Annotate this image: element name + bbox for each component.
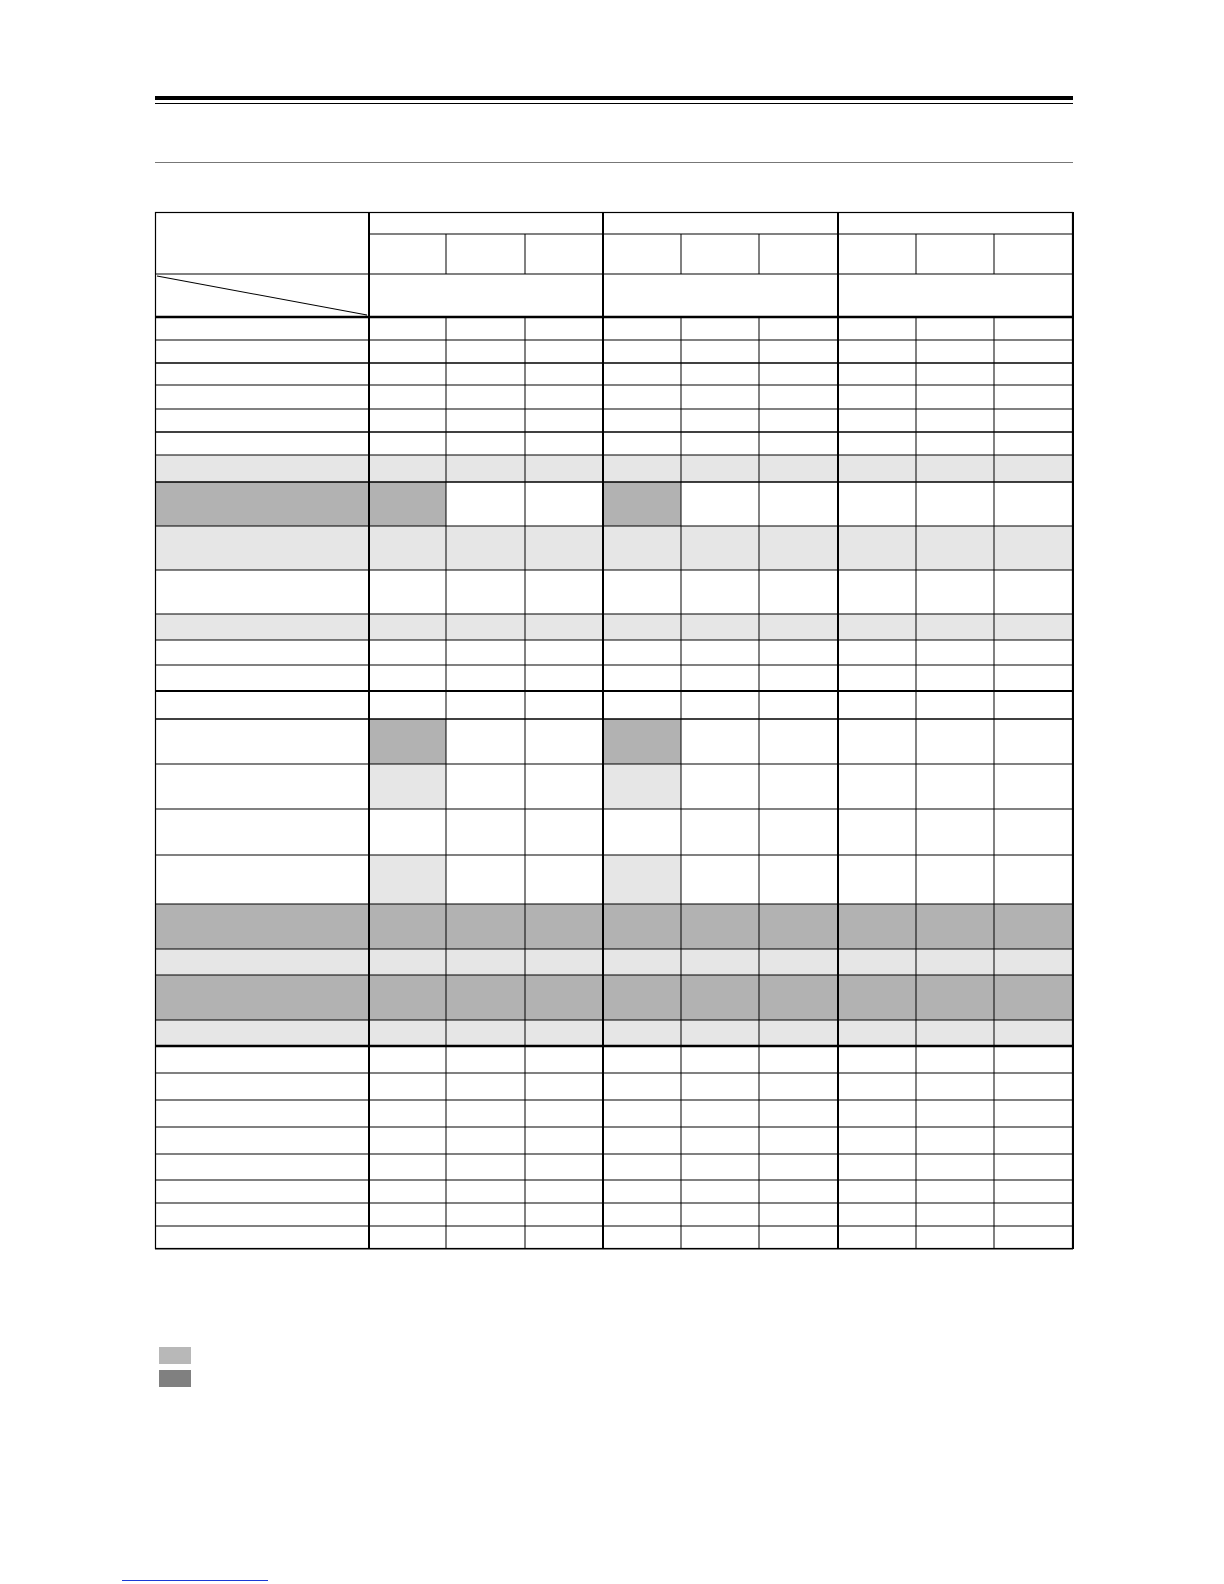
legend-swatch-light bbox=[159, 1347, 191, 1364]
shaded-cell bbox=[155, 526, 1073, 570]
shaded-cell bbox=[155, 949, 1073, 975]
shaded-cell bbox=[155, 614, 1073, 640]
legend-swatch-dark bbox=[159, 1370, 191, 1387]
shaded-cell bbox=[155, 455, 1073, 482]
shaded-cell bbox=[155, 482, 446, 526]
footer-link-underline[interactable] bbox=[122, 1580, 268, 1581]
shaded-cell bbox=[369, 855, 446, 904]
shaded-cell bbox=[603, 719, 681, 764]
corner-diagonal bbox=[157, 276, 367, 315]
shaded-cell bbox=[603, 764, 681, 809]
shaded-cell bbox=[155, 975, 1073, 1020]
shaded-cell bbox=[603, 855, 681, 904]
shaded-cell bbox=[155, 904, 1073, 949]
shaded-cell bbox=[369, 719, 446, 764]
shaded-cell bbox=[369, 764, 446, 809]
header-rule-thick bbox=[155, 96, 1073, 100]
comparison-table bbox=[155, 212, 1073, 1249]
header-rule-thin bbox=[155, 103, 1073, 104]
shaded-cell bbox=[603, 482, 681, 526]
shaded-cell bbox=[155, 1020, 1073, 1046]
section-rule bbox=[155, 162, 1073, 163]
